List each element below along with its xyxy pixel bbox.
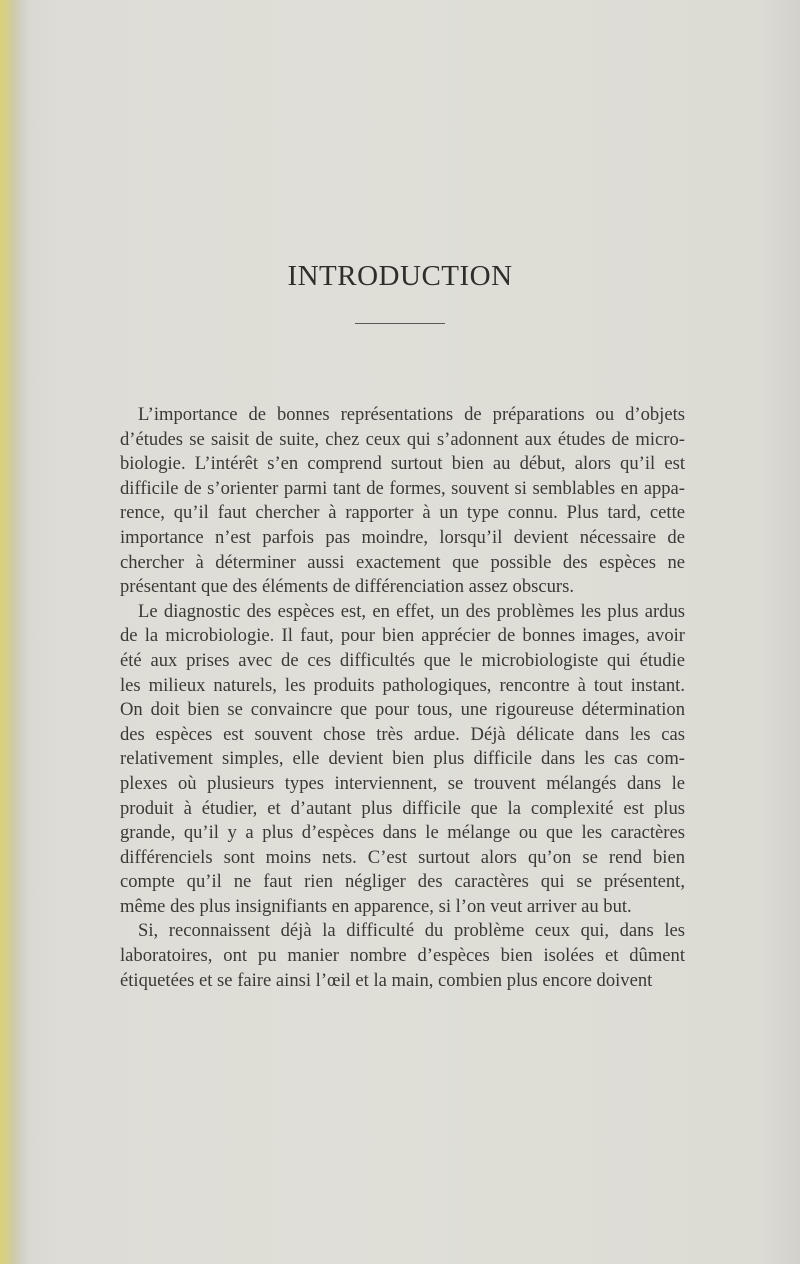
- text-line: été aux prises avec de ces difficultés que le microbiologiste qui étudie: [120, 649, 685, 671]
- text-line: grande, qu’il y a plus d’espèces dans le mélange ou que les caractères: [120, 822, 685, 844]
- text-line: difficile de s’orienter parmi tant de formes, souvent si semblables en appa-: [120, 477, 685, 499]
- text-line: présentant que des éléments de différenciation assez obscurs.: [120, 576, 575, 598]
- text-line: On doit bien se convaincre que pour tous, une rigoureuse détermination: [120, 699, 685, 721]
- text-line: de la microbiologie. Il faut, pour bien apprécier de bonnes images, avoir: [120, 625, 685, 647]
- page-binding-edge: [0, 0, 28, 1264]
- text-line: L’importance de bonnes représentations de préparations ou d’objets: [138, 404, 685, 425]
- text-line: d’études se saisit de suite, chez ceux qui s’adonnent aux études de micro-: [120, 428, 685, 450]
- paragraph: [120, 600, 685, 920]
- paragraph: [120, 403, 685, 600]
- body-text: [120, 403, 685, 993]
- text-line: compte qu’il ne faut rien négliger des caractères qui se présentent,: [120, 871, 685, 893]
- paragraph: [120, 919, 685, 993]
- title-divider: [355, 323, 445, 324]
- text-line: produit à étudier, et d’autant plus difficile que la complexité est plus: [120, 797, 685, 819]
- text-line: différenciels sont moins nets. C’est surtout alors qu’on se rend bien: [120, 846, 685, 868]
- text-line: plexes où plusieurs types interviennent, se trouvent mélangés dans le: [120, 772, 685, 794]
- text-line: Le diagnostic des espèces est, en effet, un des problèmes les plus ardus: [138, 600, 685, 622]
- text-line: importance n’est parfois pas moindre, lorsqu’il devient nécessaire de: [120, 526, 685, 548]
- text-line: Si, reconnaissent déjà la difficulté du problème ceux qui, dans les: [138, 920, 685, 942]
- text-line: biologie. L’intérêt s’en comprend surtout bien au début, alors qu’il est: [120, 453, 685, 475]
- text-line: même des plus insignifiants en apparence, si l’on veut arriver au but.: [120, 895, 632, 917]
- text-line: étiquetées et se faire ainsi l’œil et la main, combien plus encore doivent: [120, 969, 653, 991]
- text-line: relativement simples, elle devient bien plus difficile dans les cas com-: [120, 748, 685, 770]
- text-line: chercher à déterminer aussi exactement que possible des espèces ne: [120, 551, 685, 573]
- text-line: laboratoires, ont pu manier nombre d’espèces bien isolées et dûment: [120, 945, 685, 967]
- text-line: des espèces est souvent chose très ardue. Déjà délicate dans les cas: [120, 723, 685, 745]
- page-title: INTRODUCTION: [287, 260, 513, 292]
- text-line: les milieux naturels, les produits pathologiques, rencontre à tout instant.: [120, 674, 685, 696]
- text-line: rence, qu’il faut chercher à rapporter à un type connu. Plus tard, cette: [120, 502, 685, 524]
